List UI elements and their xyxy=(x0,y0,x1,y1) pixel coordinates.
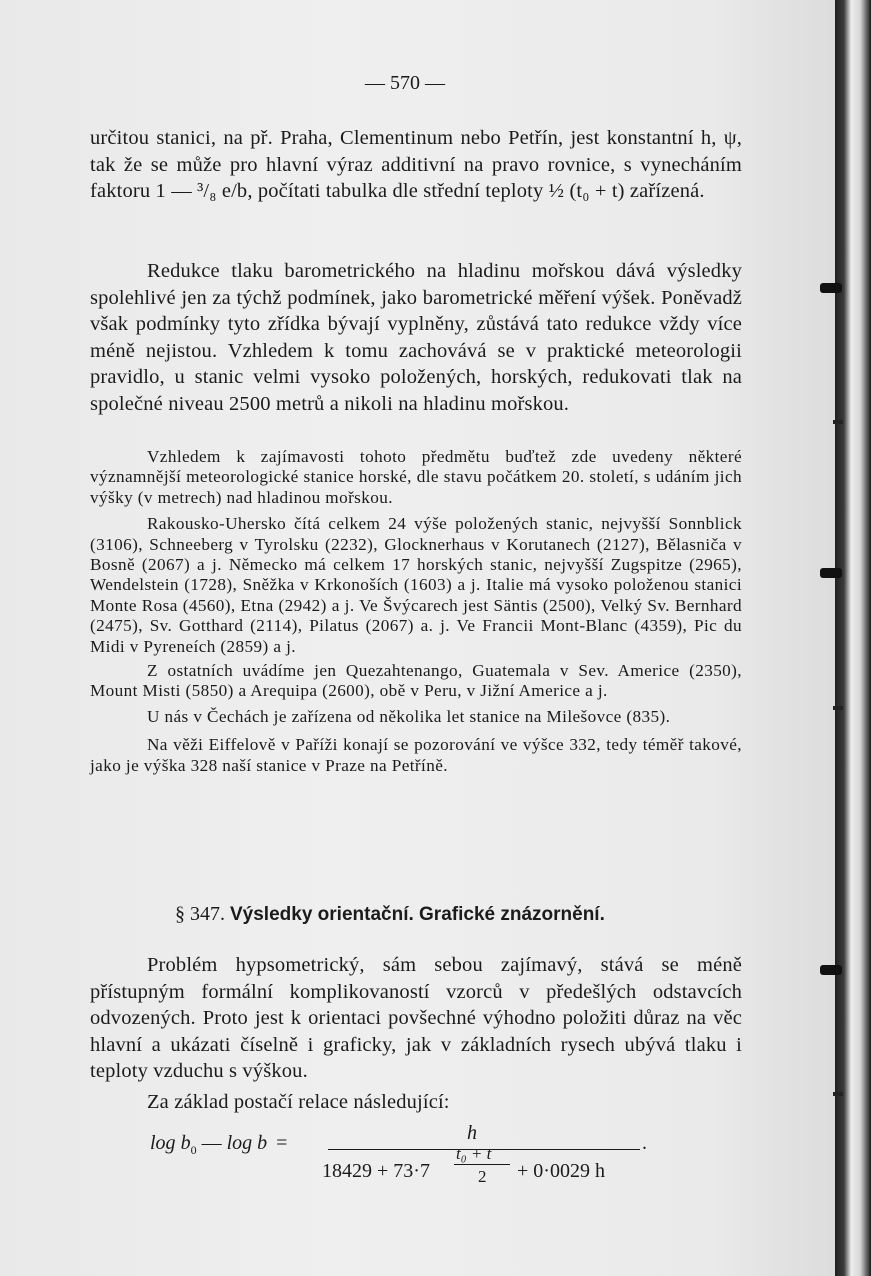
small-print-block xyxy=(90,447,742,776)
small-fraction-bar xyxy=(454,1164,510,1165)
small-paragraph: Na věži Eiffelově v Paříži konají se pozorování ve výšce 332, tedy téměř takové, jako je výška 328 naší stanice v Praze na Petříně. xyxy=(90,735,742,775)
equation-formula xyxy=(150,1122,670,1194)
section-heading xyxy=(175,903,605,926)
eq-sub0: 0 xyxy=(190,1143,197,1157)
eq-log: log xyxy=(150,1132,176,1154)
binding-clip xyxy=(820,283,842,293)
eq-log: log xyxy=(226,1132,253,1154)
book-binding xyxy=(835,0,871,1276)
section-title: Výsledky orientační. Grafické znázornění. xyxy=(230,904,605,925)
paragraph-reduction xyxy=(90,258,742,418)
small-paragraph: Rakousko-Uhersko čítá celkem 24 výše položených stanic, nejvyšší Sonnblick (3106), Schneeberg v Tyrolsku (2232), Glocknerhaus v Korutanech (2127), Bělasniča v Bosně (2067) a j. Německo má celkem 17 horských stanic, nejvyšší Zugspitze (2965), Wendelstein (1728), Sněžka v Krkonoších (1603) a j. Italie má vysoko položenou stanici Monte Rosa (4560), Etna (2942) a j. Ve Švýcarech jest Säntis (2500), Velký Sv. Bernhard (2475), Sv. Gotthard (2114), Pilatus (2067) a. j. Ve Francii Mont-Blanc (4359), Pic du Midi v Pyreneích (2859) a j. xyxy=(90,514,742,656)
paragraph-continuation xyxy=(90,125,742,205)
eq-den-part2: + 0·0029 h xyxy=(517,1160,605,1182)
eq-b: b xyxy=(257,1132,268,1154)
eq-numerator: h xyxy=(467,1122,477,1144)
paragraph-text: určitou stanici, na př. Praha, Clementinum nebo Petřín, jest konstantní h, ψ, tak že se může pro hlavní výraz additivní na pravo rovnice, s vynecháním faktoru 1 — ³/₈ e/b, počítati tabulka dle střední teploty ½ (t₀ + t) zařízená. xyxy=(90,127,742,203)
equation-lhs xyxy=(150,1132,287,1158)
small-paragraph: Vzhledem k zajímavosti tohoto předmětu buďtež zde uvedeny některé významnější meteorologické stanice horské, dle stavu počátkem 20. století, s udáním jich výšky (v metrech) nad hladinou mořskou. xyxy=(90,447,742,507)
binding-stitch xyxy=(833,706,843,710)
eq-den-part1: 18429 + 73·7 xyxy=(322,1160,430,1182)
eq-b0: b xyxy=(180,1132,191,1154)
binding-clip xyxy=(820,965,842,975)
binding-stitch xyxy=(833,1092,843,1096)
paragraph-text: Problém hypsometrický, sám sebou zajímavý, stává se méně přístupným formální komplikovaností vzorců v předešlých odstavcích odvozených. Proto jest k orientaci povšechné výhodno položiti důraz na věc hlavní a ukázati číselně i graficky, jak v základních rysech ubývá tlaku i teploty vzduchu s výškou. xyxy=(90,954,742,1083)
eq-small-frac-den: 2 xyxy=(478,1167,487,1186)
paragraph-text: Za základ postačí relace následující: xyxy=(147,1090,450,1113)
paragraph-hypsometric xyxy=(90,952,742,1116)
eq-equals: = xyxy=(276,1132,288,1154)
small-paragraph: U nás v Čechách je zařízena od několika let stanice na Milešovce (835). xyxy=(147,706,671,726)
binding-stitch xyxy=(833,420,843,424)
section-number: § 347. xyxy=(175,903,225,925)
small-paragraph: Z ostatních uvádíme jen Quezahtenango, Guatemala v Sev. Americe (2350), Mount Misti (5850) a Arequipa (2600), obě v Peru, v Jižní Americe a j. xyxy=(90,661,742,701)
page-number: — 570 — xyxy=(365,72,445,94)
eq-minus: — xyxy=(201,1132,222,1154)
eq-small-frac-num: t₀ + t xyxy=(456,1144,492,1163)
eq-dot: . xyxy=(642,1132,647,1154)
paragraph-text: Redukce tlaku barometrického na hladinu mořskou dává výsledky spolehlivé jen za týchž podmínek, jako barometrické měření výšek. Poněvadž však podmínky tyto zřídka bývají vyplněny, zůstává tato redukce vždy více méně nejistou. Vzhledem k tomu zachovává se v praktické meteorologii pravidlo, u stanic velmi vysoko položených, horských, redukovati tlak na společné niveau 2500 metrů a nikoli na hladinu mořskou. xyxy=(90,260,742,415)
binding-clip xyxy=(820,568,842,578)
